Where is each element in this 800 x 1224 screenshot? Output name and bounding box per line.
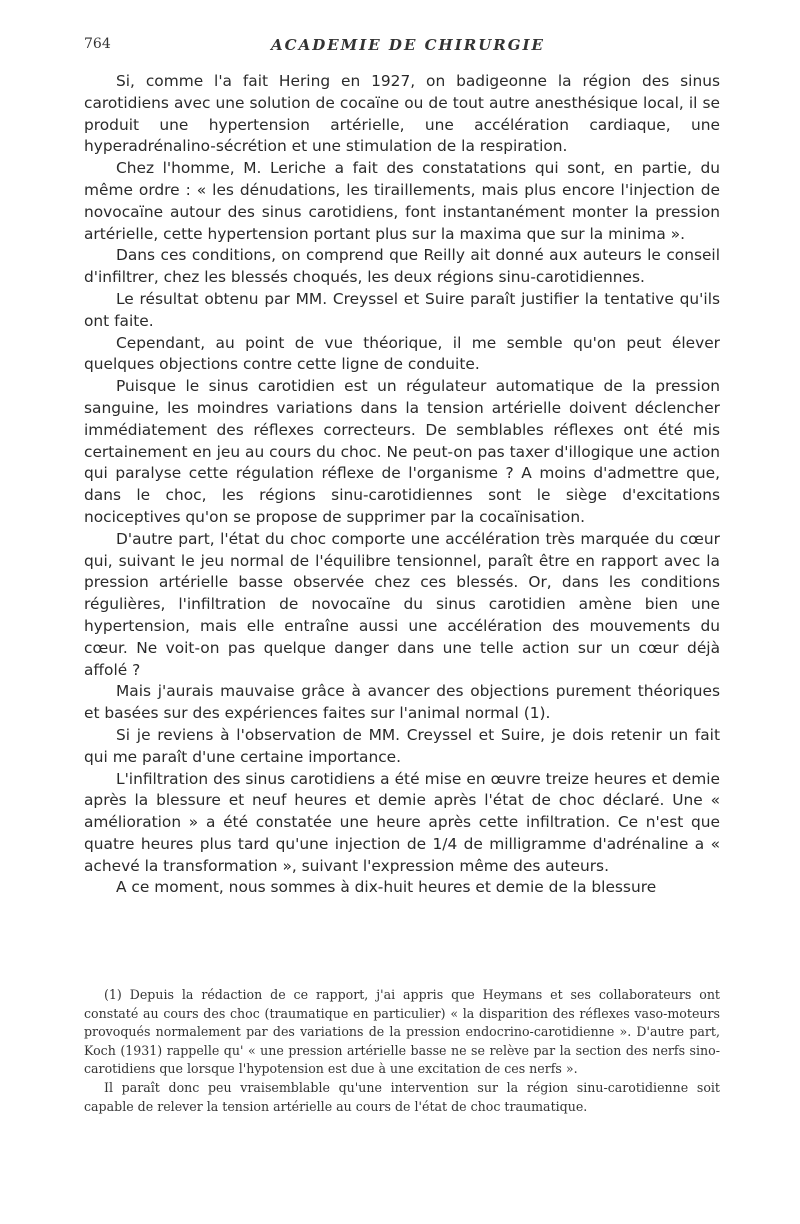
body-paragraph: Puisque le sinus carotidien est un régulateur automatique de la pression sanguine, les moindres variations dans la tension artérielle doivent déclencher immédiatement des réflexes correcteurs. De semblables réflexes ont été mis certainement en jeu au cours du choc. Ne peut-on pas taxer d'illogique une action qui paralyse cette régulation réflexe de l'organisme ? A moins d'admettre que, dans le choc, les régions sinu-carotidiennes sont le siège d'excitations nociceptives qu'on se propose de supprimer par la cocaïnisation.: [84, 377, 720, 526]
page-number: 764: [84, 36, 111, 52]
body-paragraph: D'autre part, l'état du choc comporte une accélération très marquée du cœur qui, suivant le jeu normal de l'équilibre tensionnel, paraît être en rapport avec la pression artérielle basse observée chez ces blessés. Or, dans les conditions régulières, l'infiltration de novocaïne du sinus carotidien amène bien une hypertension, mais elle entraîne aussi une accélération des mouvements du cœur. Ne voit-on pas quelque danger dans une telle action sur un cœur déjà affolé ?: [84, 529, 720, 679]
running-head: [84, 36, 732, 56]
body-paragraph: Dans ces conditions, on comprend que Reilly ait donné aux auteurs le conseil d'infiltrer, chez les blessés choqués, les deux régions sinu-carotidiennes.: [84, 246, 720, 287]
footnote-paragraph: (1) Depuis la rédaction de ce rapport, j'ai appris que Heymans et ses collaborateurs ont constaté au cours des choc (traumatique en particulier) « la disparition des réflexes vaso-moteurs provoqués normalement par des variations de la pression endocrino-carotidienne ». D'autre part, Koch (1931) rappelle qu' « une pression artérielle basse ne se relève par la section des nerfs sino-carotidiens que lorsque l'hypotension est due à une excitation de ces nerfs ».: [84, 987, 720, 1077]
body-paragraph: Si je reviens à l'observation de MM. Creyssel et Suire, je dois retenir un fait qui me paraît d'une certaine importance.: [84, 725, 720, 766]
body-paragraph: Mais j'aurais mauvaise grâce à avancer des objections purement théoriques et basées sur des expériences faites sur l'animal normal (1).: [84, 682, 720, 723]
body-text: [84, 71, 720, 899]
body-paragraph: Si, comme l'a fait Hering en 1927, on badigeonne la région des sinus carotidiens avec une solution de cocaïne ou de tout autre anesthésique local, il se produit une hypertension artérielle, une accélération cardiaque, une hyperadrénalino-sécrétion et une stimulation de la respiration.: [84, 72, 720, 156]
body-paragraph: Chez l'homme, M. Leriche a fait des constatations qui sont, en partie, du même ordre : « les dénudations, les tiraillements, mais plus encore l'injection de novocaïne autour des sinus carotidiens, font instantanément monter la pression artérielle, cette hypertension portant plus sur la maxima que sur la minima ».: [84, 159, 720, 243]
journal-title: ACADEMIE DE CHIRURGIE: [271, 36, 545, 54]
body-paragraph: L'infiltration des sinus carotidiens a été mise en œuvre treize heures et demie après la blessure et neuf heures et demie après l'état de choc déclaré. Une « amélioration » a été constatée une heure après cette infiltration. Ce n'est que quatre heures plus tard qu'une injection de 1/4 de milligramme d'adrénaline a « achevé la transformation », suivant l'expression même des auteurs.: [84, 769, 720, 875]
footnote-paragraph: Il paraît donc peu vraisemblable qu'une intervention sur la région sinu-carotidienne soit capable de relever la tension artérielle au cours de l'état de choc traumatique.: [84, 1079, 720, 1114]
body-paragraph: A ce moment, nous sommes à dix-huit heures et demie de la blessure: [116, 878, 657, 897]
footnotes: [84, 986, 720, 1116]
body-paragraph: Cependant, au point de vue théorique, il me semble qu'on peut élever quelques objections contre cette ligne de conduite.: [84, 333, 720, 374]
body-paragraph: Le résultat obtenu par MM. Creyssel et Suire paraît justifier la tentative qu'ils ont faite.: [84, 289, 720, 330]
